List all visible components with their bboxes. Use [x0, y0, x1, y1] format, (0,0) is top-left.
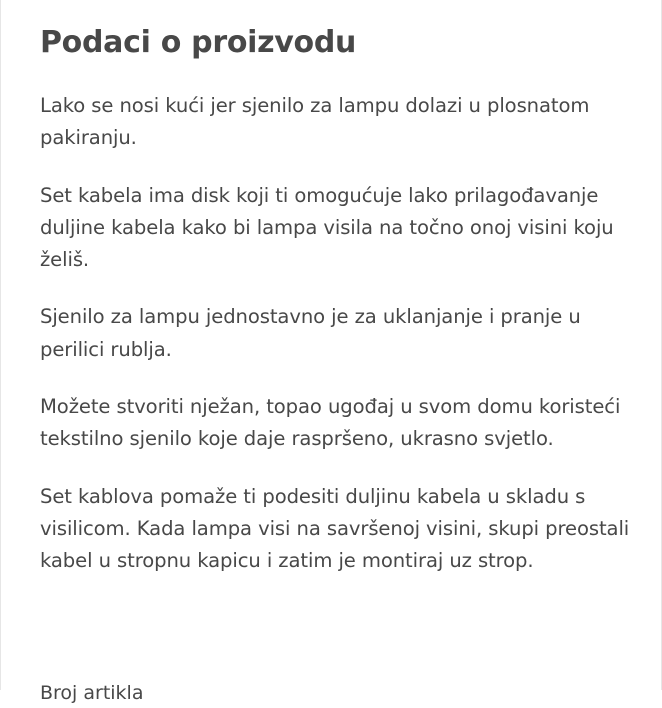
- section-title: Podaci o proizvodu: [40, 25, 357, 60]
- description-paragraph: Set kablova pomaže ti podesiti duljinu kabela u skladu s visilicom. Kada lampa visi na savršenoj visini, skupi preostali kabel u stropnu kapicu i zatim je montiraj uz strop.: [40, 484, 630, 573]
- description-paragraph: Možete stvoriti nježan, topao ugođaj u svom domu koristeći tekstilno sjenilo koje daje raspršeno, ukrasno svjetlo.: [40, 395, 621, 451]
- description-paragraph: Lako se nosi kući jer sjenilo za lampu dolazi u plosnatom pakiranju.: [40, 94, 590, 150]
- description-paragraph: Sjenilo za lampu jednostavno je za uklanjanje i pranje u perilici rublja.: [40, 305, 581, 361]
- product-details-content: [40, 22, 630, 603]
- article-number-label: Broj artikla: [40, 682, 144, 704]
- description-paragraph: Set kabela ima disk koji ti omogućuje lako prilagođavanje duljine kabela kako bi lampa visila na točno onoj visini koju želiš.: [40, 183, 614, 272]
